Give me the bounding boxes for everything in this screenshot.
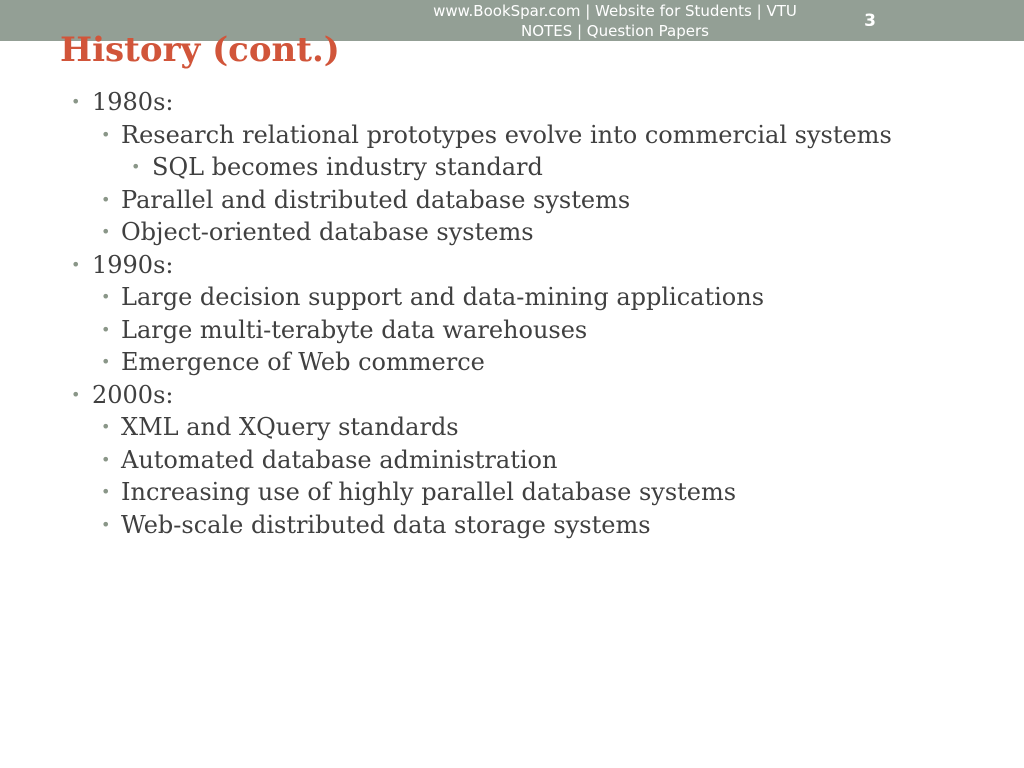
- bullet-item: [0, 249, 1024, 282]
- bullet-dot-icon: •: [101, 352, 111, 371]
- bullet-text: Parallel and distributed database systems: [121, 185, 631, 214]
- bullet-text: Emergence of Web commerce: [121, 348, 485, 376]
- bullet-text: Increasing use of highly parallel database systems: [121, 478, 737, 506]
- bullet-item: [0, 346, 1024, 379]
- bullet-item: [0, 379, 1024, 412]
- bullet-item: [0, 314, 1024, 347]
- bullet-item: [0, 216, 1024, 249]
- bullet-text: Automated database administration: [121, 445, 558, 474]
- bullet-text: Large decision support and data-mining applications: [121, 283, 765, 311]
- watermark-text: [395, 1, 835, 41]
- bullet-item: [0, 509, 1024, 542]
- bullet-text: 1990s:: [92, 250, 174, 279]
- bullet-dot-icon: •: [71, 92, 81, 111]
- bullet-dot-icon: •: [101, 124, 111, 144]
- bullet-text: Web-scale distributed data storage systems: [121, 510, 651, 539]
- bullet-item: [0, 184, 1024, 217]
- bullet-dot-icon: •: [101, 417, 111, 436]
- bullet-dot-icon: •: [101, 189, 111, 209]
- bullet-item: [0, 411, 1024, 444]
- bullet-dot-icon: •: [101, 222, 111, 241]
- bullet-text: Research relational prototypes evolve into commercial systems: [121, 120, 892, 149]
- bullet-text: Object-oriented database systems: [121, 218, 534, 246]
- bullet-text: 2000s:: [92, 380, 174, 409]
- bullet-item: [0, 281, 1024, 314]
- bullet-item: [0, 119, 1024, 152]
- bullet-item: [0, 151, 1024, 184]
- watermark-line-1: www.BookSpar.com | Website for Students | VTU: [433, 2, 797, 20]
- bullet-item: [0, 86, 1024, 119]
- slide-title: History (cont.): [60, 30, 340, 70]
- slide-number: 3: [864, 11, 876, 31]
- bullet-text: XML and XQuery standards: [121, 413, 459, 441]
- bullet-dot-icon: •: [101, 482, 111, 501]
- bullet-dot-icon: •: [101, 287, 111, 306]
- bullet-text: 1980s:: [92, 88, 174, 116]
- bullet-list: [0, 86, 1024, 541]
- bullet-dot-icon: •: [101, 449, 111, 469]
- bullet-text: SQL becomes industry standard: [152, 153, 543, 181]
- bullet-item: [0, 476, 1024, 509]
- bullet-text: Large multi-terabyte data warehouses: [121, 315, 588, 344]
- watermark-line-2: NOTES | Question Papers: [521, 22, 709, 40]
- bullet-dot-icon: •: [71, 384, 81, 404]
- bullet-dot-icon: •: [131, 157, 141, 176]
- bullet-dot-icon: •: [101, 319, 111, 339]
- bullet-dot-icon: •: [101, 514, 111, 534]
- bullet-item: [0, 444, 1024, 477]
- bullet-dot-icon: •: [71, 254, 81, 274]
